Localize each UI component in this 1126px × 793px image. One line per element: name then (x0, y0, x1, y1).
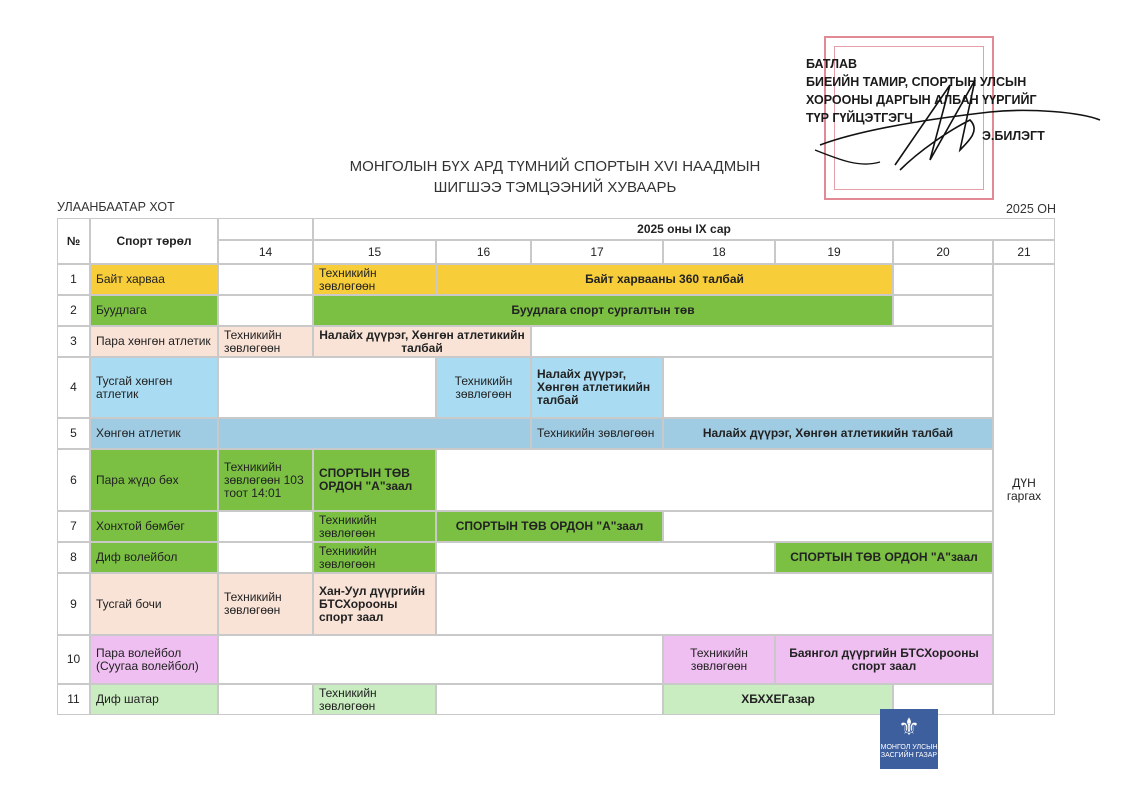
approval-line: БАТЛАВ (806, 57, 858, 71)
event-venue: Буудлага спорт сургалтын төв (313, 295, 893, 326)
emblem-text: МОНГОЛ УЛСЫН ЗАСГИЙН ГАЗАР (880, 744, 938, 759)
event-venue: СПОРТЫН ТӨВ ОРДОН "А"заал (436, 511, 663, 542)
empty-cell (436, 684, 663, 715)
row-sport: Буудлага (90, 295, 218, 326)
empty-cell (436, 542, 775, 573)
empty-cell (893, 264, 993, 295)
row-sport: Хөнгөн атлетик (90, 418, 218, 449)
row-no: 6 (57, 449, 90, 511)
row-sport: Байт харваа (90, 264, 218, 295)
event-venue: СПОРТЫН ТӨВ ОРДОН "А"заал (313, 449, 436, 511)
government-emblem (880, 709, 938, 769)
event-venue: ХБХХЕГазар (663, 684, 893, 715)
header-day: 20 (893, 240, 993, 264)
row-no: 2 (57, 295, 90, 326)
row-sport: Пара хөнгөн атлетик (90, 326, 218, 357)
event-tech-meeting: Техникийн зөвлөгөөн (218, 326, 313, 357)
approval-line: ТҮР ГҮЙЦЭТГЭГЧ (806, 111, 913, 125)
row-no: 10 (57, 635, 90, 684)
row-no: 8 (57, 542, 90, 573)
row-sport: Тусгай хөнгөн атлетик (90, 357, 218, 418)
row-sport: Пара волейбол (Суугаа волейбол) (90, 635, 218, 684)
event-venue: Налайх дүүрэг, Хөнгөн атлетикийн талбай (313, 326, 531, 357)
row-no: 7 (57, 511, 90, 542)
schedule-table (57, 218, 1055, 715)
header-no: № (57, 218, 90, 264)
empty-cell (218, 357, 436, 418)
header-sport: Спорт төрөл (90, 218, 218, 264)
row-sport: Хонхтой бөмбөг (90, 511, 218, 542)
header-day: 17 (531, 240, 663, 264)
event-venue: Хан-Уул дүүргийн БТСХорооны спорт заал (313, 573, 436, 635)
row-sport: Пара жүдо бөх (90, 449, 218, 511)
header-day: 15 (313, 240, 436, 264)
document-title (250, 156, 860, 198)
title-line-1: МОНГОЛЫН БҮХ АРД ТҮМНИЙ СПОРТЫН XVI НААДМЫН (349, 158, 761, 175)
event-tech-meeting: Техникийн зөвлөгөөн (531, 418, 663, 449)
header-day: 14 (218, 240, 313, 264)
row-no: 5 (57, 418, 90, 449)
event-tech-meeting: Техникийн зөвлөгөөн (313, 511, 436, 542)
empty-cell (218, 511, 313, 542)
row-no: 3 (57, 326, 90, 357)
header-blank (218, 218, 313, 240)
header-day: 16 (436, 240, 531, 264)
header-day: 21 (993, 240, 1055, 264)
empty-cell (218, 295, 313, 326)
event-tech-meeting: Техникийн зөвлөгөөн (313, 542, 436, 573)
row-no: 4 (57, 357, 90, 418)
event-venue: Налайх дүүрэг, Хөнгөн атлетикийн талбай (663, 418, 993, 449)
event-venue: Байт харвааны 360 талбай (436, 264, 893, 295)
empty-cell (893, 295, 993, 326)
event-tech-meeting: Техникийн зөвлөгөөн (313, 684, 436, 715)
empty-cell (531, 326, 993, 357)
event-tech-meeting: Техникийн зөвлөгөөн (436, 357, 531, 418)
empty-cell (218, 635, 663, 684)
empty-cell (436, 573, 993, 635)
approval-line: БИЕИЙН ТАМИР, СПОРТЫН УЛСЫН (806, 75, 1027, 89)
title-line-2: ШИГШЭЭ ТЭМЦЭЭНИЙ ХУВААРЬ (433, 179, 677, 196)
event-tech-meeting: Техникийн зөвлөгөөн (313, 264, 436, 295)
event-tech-meeting: Техникийн зөвлөгөөн (663, 635, 775, 684)
event-tech-meeting: Техникийн зөвлөгөөн (218, 573, 313, 635)
empty-cell (218, 418, 531, 449)
row-sport: Тусгай бочи (90, 573, 218, 635)
year-label: 2025 ОН (1005, 202, 1056, 216)
event-venue: СПОРТЫН ТӨВ ОРДОН "А"заал (775, 542, 993, 573)
approval-line: ХОРООНЫ ДАРГЫН АЛБАН ҮҮРГИЙГ (806, 93, 1037, 107)
row-no: 1 (57, 264, 90, 295)
city-label: УЛААНБААТАР ХОТ (57, 200, 175, 214)
event-tech-meeting: Техникийн зөвлөгөөн 103 тоот 14:01 (218, 449, 313, 511)
soyombo-icon: ⚜ (898, 714, 920, 741)
empty-cell (436, 449, 993, 511)
header-day: 19 (775, 240, 893, 264)
row-sport: Диф волейбол (90, 542, 218, 573)
empty-cell (663, 511, 993, 542)
empty-cell (218, 264, 313, 295)
empty-cell (218, 542, 313, 573)
row-no: 9 (57, 573, 90, 635)
row-sport: Диф шатар (90, 684, 218, 715)
empty-cell (218, 684, 313, 715)
empty-cell (663, 357, 993, 418)
header-month: 2025 оны IX сар (313, 218, 1055, 240)
row-no: 11 (57, 684, 90, 715)
signatory-name: Э.БИЛЭГТ (982, 129, 1045, 143)
header-day: 18 (663, 240, 775, 264)
event-venue: Баянгол дүүргийн БТСХорооны спорт заал (775, 635, 993, 684)
summary-cell: ДҮН гаргах (993, 264, 1055, 715)
event-venue: Налайх дүүрэг, Хөнгөн атлетикийн талбай (531, 357, 663, 418)
